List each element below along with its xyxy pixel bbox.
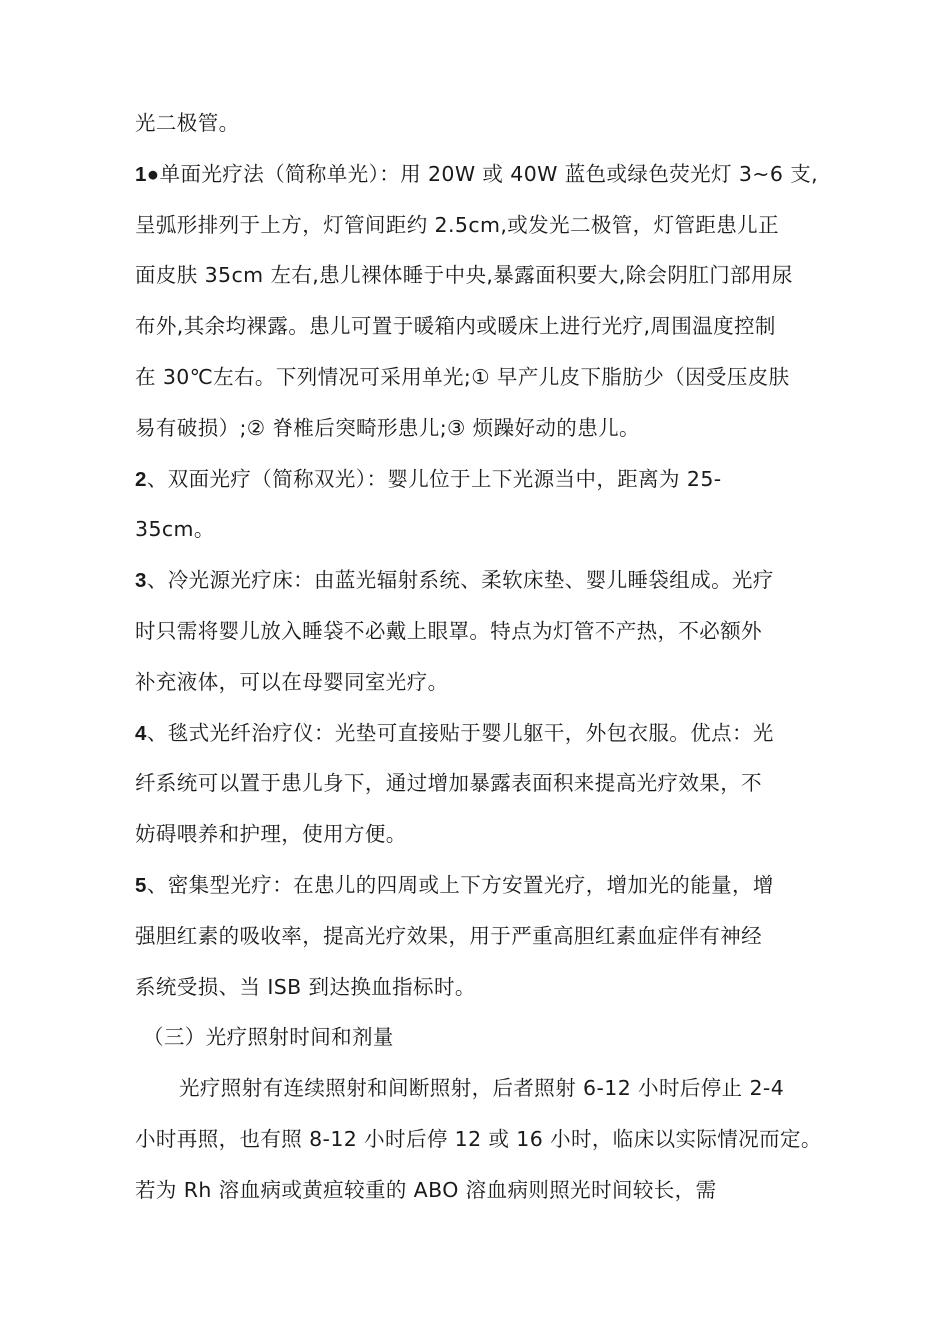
text-line: 35cm。 <box>135 517 215 542</box>
text-line: 妨碍喂养和护理，使用方便。 <box>135 822 407 847</box>
list-item-2: 2、双面光疗（简称双光）：婴儿位于上下光源当中，距离为 25- <box>135 466 722 491</box>
text-line: 纤系统可以置于患儿身下，通过增加暴露表面积来提高光疗效果，不 <box>135 771 762 796</box>
text-line: 时只需将婴儿放入睡袋不必戴上眼罩。特点为灯管不产热，不必额外 <box>135 618 762 643</box>
text-line: 系统受损、当 ISB 到达换血指标时。 <box>135 974 476 999</box>
text-line: 面皮肤 35cm 左右,患儿裸体睡于中央,暴露面积要大,除会阴肛门部用尿 <box>135 263 793 288</box>
list-item-5: 5、密集型光疗：在患儿的四周或上下方安置光疗，增加光的能量，增 <box>135 872 774 897</box>
list-item-1: 1●单面光疗法（简称单光）：用 20W 或 40W 蓝色或绿色荧光灯 3~6 支, <box>135 161 819 186</box>
paragraph-first-line: 光疗照射有连续照射和间断照射，后者照射 6-12 小时后停止 2-4 <box>179 1076 785 1101</box>
list-number: 5 <box>135 873 147 897</box>
document-body <box>135 98 820 1216</box>
text-line: 若为 Rh 溶血病或黄疸较重的 ABO 溶血病则照光时间较长，需 <box>135 1177 717 1202</box>
text-line: 强胆红素的吸收率，提高光疗效果，用于严重高胆红素血症伴有神经 <box>135 923 762 948</box>
list-item-3: 3、冷光源光疗床：由蓝光辐射系统、柔软床垫、婴儿睡袋组成。光疗 <box>135 568 774 593</box>
text-line: 易有破损）;② 脊椎后突畸形患儿;③ 烦躁好动的患儿。 <box>135 415 640 440</box>
text-line: 呈弧形排列于上方，灯管间距约 2.5cm,或发光二极管，灯管距患儿正 <box>135 212 779 237</box>
list-number: 1● <box>135 162 160 186</box>
text-line: 补充液体，可以在母婴同室光疗。 <box>135 669 449 694</box>
text-line: 光二极管。 <box>135 111 240 135</box>
list-item-4: 4、毯式光纤治疗仪：光垫可直接贴于婴儿躯干，外包衣服。优点：光 <box>135 720 774 745</box>
list-number: 3 <box>135 569 147 593</box>
section-heading: （三）光疗照射时间和剂量 <box>143 1025 394 1050</box>
list-number: 2 <box>135 467 147 491</box>
list-number: 4 <box>135 721 147 745</box>
text-line: 在 30℃左右。下列情况可采用单光;① 早产儿皮下脂肪少（因受压皮肤 <box>135 364 790 389</box>
text-line: 小时再照，也有照 8-12 小时后停 12 或 16 小时，临床以实际情况而定。 <box>135 1126 822 1151</box>
text-line: 布外,其余均裸露。患儿可置于暖箱内或暖床上进行光疗,周围温度控制 <box>135 314 776 339</box>
